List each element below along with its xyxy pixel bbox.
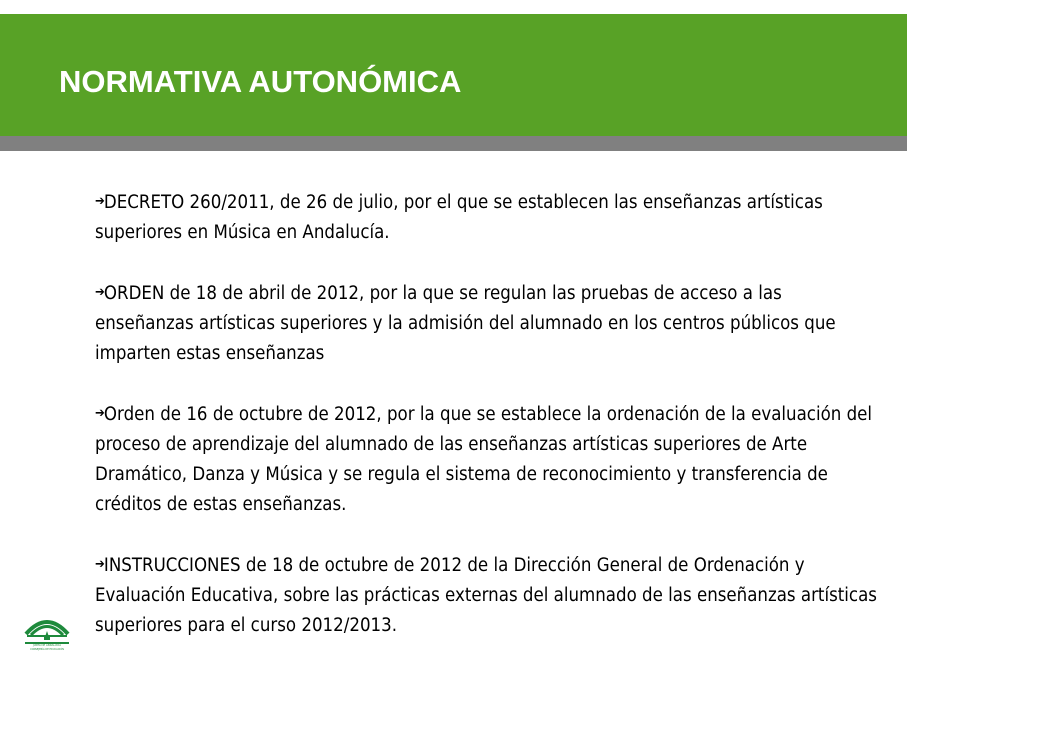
list-item-text: INSTRUCCIONES de 18 de octubre de 2012 de la Dirección General de Ordenación y Evaluación Educativa, sobre las prácticas externas del alumnado de las enseñanzas artísticas superiores para el curso 2012/2013.	[95, 555, 877, 636]
logo-line1: JUNTA DE ANDALUCIA	[32, 644, 62, 647]
page-title: NORMATIVA AUTONÓMICA	[59, 64, 462, 99]
list-item-text: DECRETO 260/2011, de 26 de julio, por el que se establecen las enseñanzas artísticas superiores en Música en Andalucía.	[95, 192, 823, 243]
junta-de-andalucia-logo	[21, 612, 73, 652]
logo-line2: CONSEJERÍA DE EDUCACIÓN	[30, 648, 64, 651]
header-stripe	[0, 136, 907, 151]
list-item	[95, 399, 884, 520]
list-item	[95, 278, 884, 369]
normativa-list	[95, 187, 885, 671]
arrow-right-icon: ➔	[95, 406, 104, 421]
list-item-text: Orden de 16 de octubre de 2012, por la que se establece la ordenación de la evaluación del proceso de aprendizaje del alumnado de las enseñanzas artísticas superiores de Arte Dramático, Danza y Música y se regula el sistema de reconocimiento y transferencia de créditos de estas enseñanzas.	[95, 404, 873, 515]
list-item	[95, 187, 884, 248]
list-item	[95, 550, 884, 641]
arrow-right-icon: ➔	[95, 557, 104, 572]
arrow-right-icon: ➔	[95, 285, 104, 300]
list-item-text: ORDEN de 18 de abril de 2012, por la que se regulan las pruebas de acceso a las enseñanzas artísticas superiores y la admisión del alumnado en los centros públicos que imparten estas enseñanzas	[95, 283, 836, 364]
arrow-right-icon: ➔	[95, 194, 104, 209]
